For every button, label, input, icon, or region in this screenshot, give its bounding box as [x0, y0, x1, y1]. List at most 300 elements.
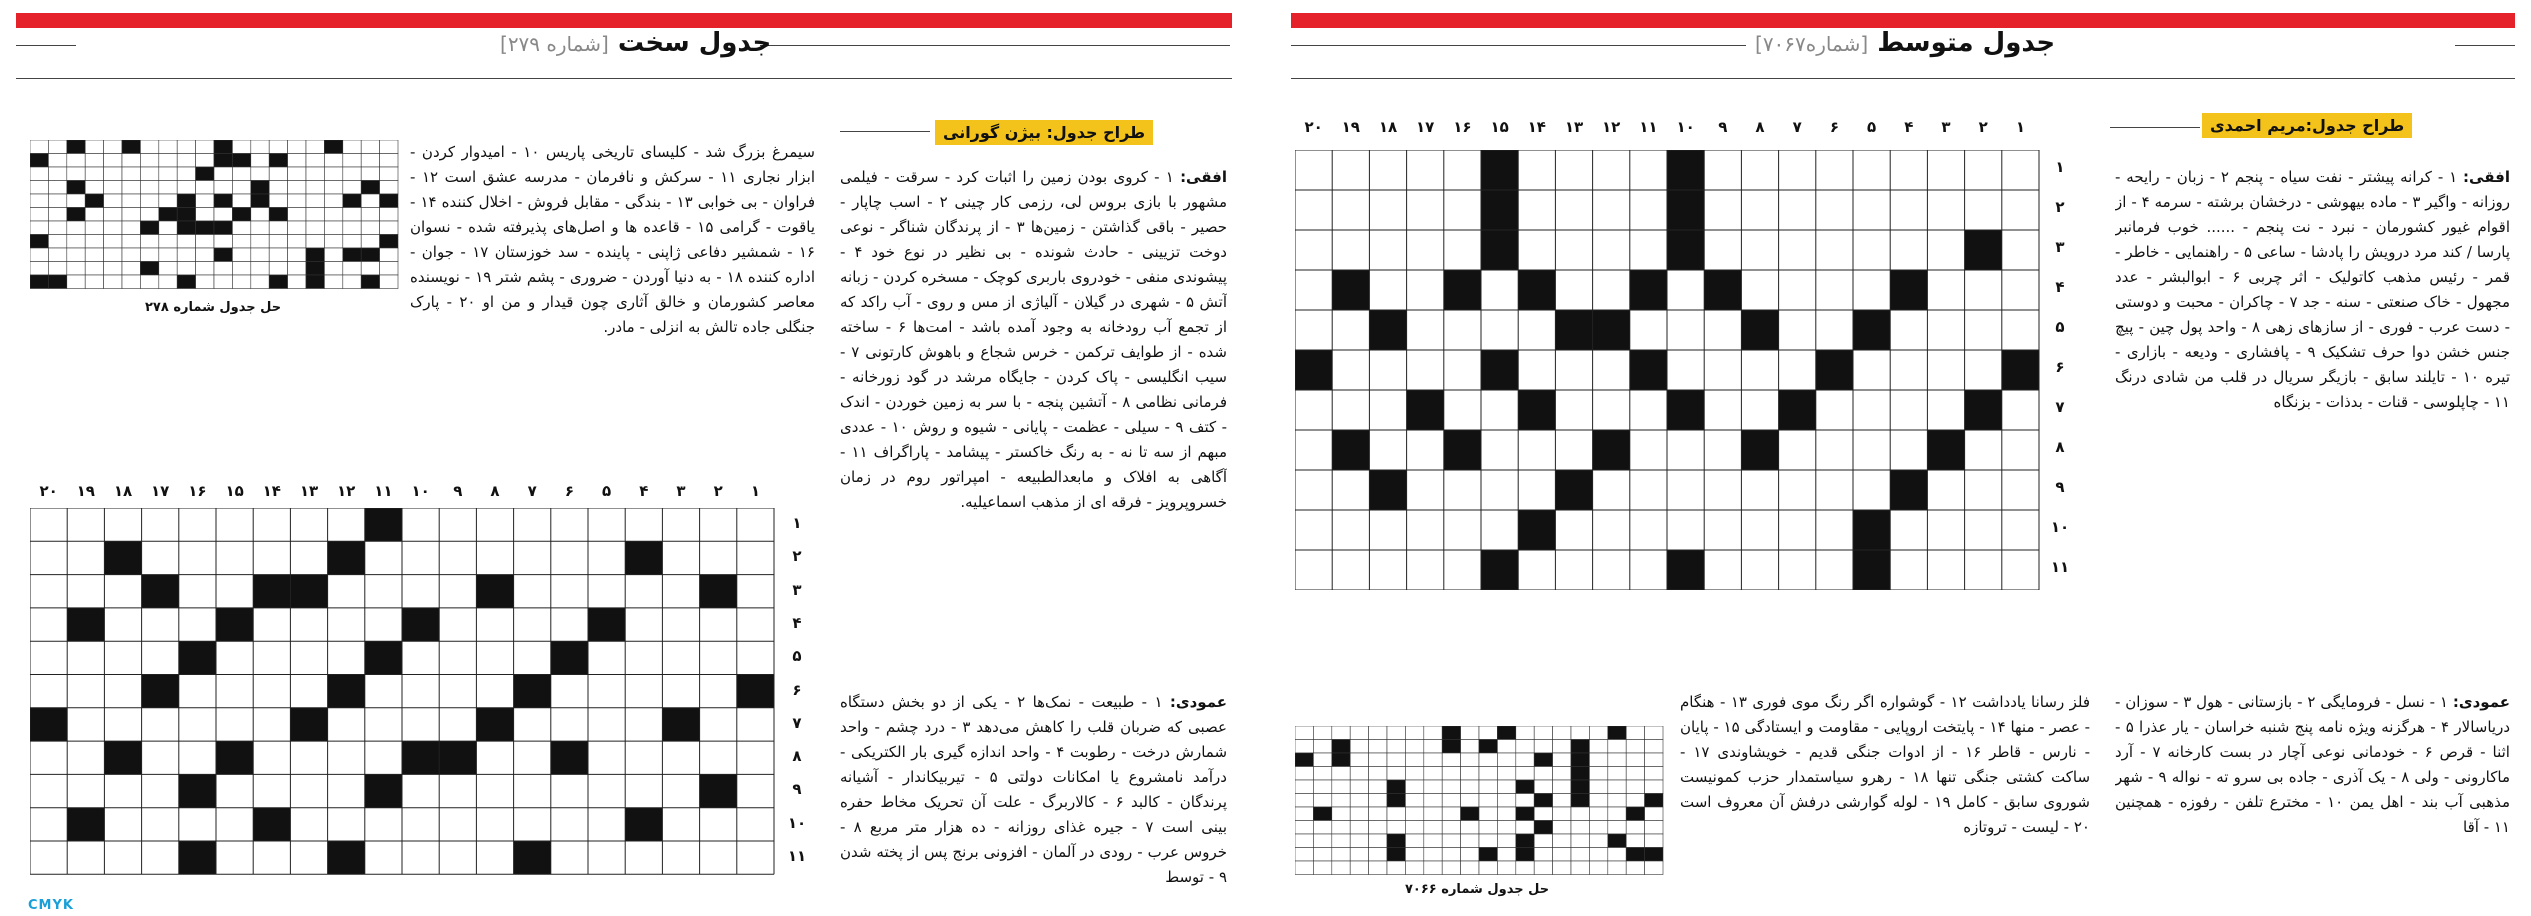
- right-solution-cell: [1424, 794, 1442, 808]
- left-row-number: ۳: [792, 580, 802, 599]
- right-grid-black-cell: [1369, 310, 1406, 350]
- right-solution-cell: [1405, 807, 1423, 821]
- left-solution-cell: [251, 154, 269, 168]
- right-solution-cell: [1645, 794, 1663, 808]
- left-solution-cell: [251, 248, 269, 262]
- left-solution-cell: [196, 154, 214, 168]
- right-solution-cell: [1332, 753, 1350, 767]
- right-solution-cell: [1350, 753, 1368, 767]
- left-solution-cell: [104, 221, 122, 235]
- right-solution-cell: [1332, 834, 1350, 848]
- left-grid-black-cell: [439, 741, 476, 774]
- right-grid-black-cell: [1779, 390, 1816, 430]
- left-solution-cell: [232, 248, 250, 262]
- left-solution-cell: [288, 275, 306, 289]
- right-solution-cell: [1332, 848, 1350, 862]
- left-solution-cell: [48, 275, 66, 289]
- left-col-number: ۱۷: [151, 482, 170, 500]
- right-solution-cell: [1442, 740, 1460, 754]
- right-solution-cell: [1442, 861, 1460, 875]
- right-solution-cell: [1295, 834, 1313, 848]
- left-solution-cell: [343, 275, 361, 289]
- right-col-number: ۷: [1792, 118, 1802, 136]
- right-solution-cell: [1608, 780, 1626, 794]
- right-solution-cell: [1608, 821, 1626, 835]
- left-solution-cell: [140, 275, 158, 289]
- right-solution-cell: [1350, 807, 1368, 821]
- right-solution-cell: [1313, 861, 1331, 875]
- right-solution-cell: [1589, 753, 1607, 767]
- right-solution-cell: [1626, 834, 1644, 848]
- left-solution-cell: [232, 194, 250, 208]
- left-solution-cell: [104, 262, 122, 276]
- left-solution-cell: [196, 262, 214, 276]
- right-row-number: ۲: [2055, 198, 2065, 216]
- right-solution-cell: [1589, 780, 1607, 794]
- right-solution-cell: [1645, 848, 1663, 862]
- left-solution-cell: [269, 262, 287, 276]
- left-solution-cell: [85, 235, 103, 249]
- right-grid-black-cell: [1853, 550, 1890, 590]
- right-solution-cell: [1626, 767, 1644, 781]
- right-row-number: ۱۰: [2050, 518, 2070, 536]
- right-solution-cell: [1645, 726, 1663, 740]
- left-grid-black-cell: [625, 541, 662, 574]
- left-solution-cell: [380, 194, 398, 208]
- right-col-number: ۸: [1755, 118, 1765, 136]
- right-solution-cell: [1369, 848, 1387, 862]
- left-solution-cell: [67, 235, 85, 249]
- right-top-red-bar: [1291, 13, 2515, 28]
- left-solution-cell: [343, 221, 361, 235]
- left-header-rule-long: [760, 45, 1230, 46]
- left-col-number: ۲۰: [39, 482, 58, 500]
- left-solution-cell: [104, 194, 122, 208]
- right-grid-black-cell: [1369, 470, 1406, 510]
- left-down-text: ۱ - طبیعت - نمک‌ها ۲ - یکی از دو بخش دستگاه عصبی که ضربان قلب را کاهش می‌دهد ۳ - درد چشم - واحد شمارش درخت - رطوبت ۴ - واحد اندازه گیری بار الکتریکی - درآمد نامشروع یا امکانات دولتی ۵ - تیربیکاندار - آشیانه پرندگان - کالبد ۶ - کالاربرگ - علت آن تحریک مخاط حفره بینی است ۷ - جیره غذای روزانه - ده هزار متر مربع ۸ - خروس عرب - رودی در آلمان - افزونی برنج پس از پخته شدن ۹ - توسط: [840, 693, 1227, 886]
- left-solution-cell: [380, 167, 398, 181]
- right-solution-cell: [1405, 767, 1423, 781]
- right-row-number: ۱: [2055, 158, 2065, 176]
- right-solution-cell: [1424, 834, 1442, 848]
- left-solution-cell: [269, 154, 287, 168]
- right-across-text: ۱ - کرانه پیشتر - نفت سیاه - پنجم ۲ - زبان - رایحه - روزانه - واگیر ۳ - ماده بیهوشی - درخشان برشته - سرمه ۴ - از اقوام غیور کشورمان - نبرد - نت پنجم - ...... خوب فرمانبر پارسا / کند مرد درویش را پادشا - ساعی ۵ - راهنمایی - خاطر - قمر - رئیس مذهب کاتولیک - اثر چربی ۶ - ابوالبشر - عدد مجهول - خاک صنعتی - سنه - جد ۷ - چاکران - محبت و دوستی - دست عرب - فوری - از سازهای زهی ۸ - واحد پول چین - پیچ جنس خشن دوا حرف تشکیک ۹ - پافشاری - ودیعه - بازاری - تیره ۱۰ - تایلند سابق - بازیگر سریال در قلب من شادی درنگ ۱۱ - چاپلوسی - قنات - بدذات - بزنگاه: [2115, 168, 2510, 411]
- left-solution-cell: [177, 181, 195, 195]
- right-solution-cell: [1479, 861, 1497, 875]
- right-solution-cell: [1534, 834, 1552, 848]
- left-solution-cell: [85, 194, 103, 208]
- right-solution-cell: [1479, 794, 1497, 808]
- left-solution-cell: [104, 235, 122, 249]
- right-solution-cell: [1350, 834, 1368, 848]
- left-grid-black-cell: [104, 741, 141, 774]
- left-crossword-grid: [30, 508, 775, 875]
- left-solution-cell: [140, 194, 158, 208]
- right-solution-cell: [1295, 821, 1313, 835]
- left-solution-cell: [343, 208, 361, 222]
- left-solution-cell: [306, 262, 324, 276]
- left-solution-cell: [30, 167, 48, 181]
- right-grid-black-cell: [1965, 390, 2002, 430]
- left-grid-black-cell: [142, 675, 179, 708]
- right-solution-cell: [1313, 794, 1331, 808]
- right-solution-grid: [1295, 726, 1665, 876]
- right-solution-cell: [1369, 740, 1387, 754]
- left-solution-cell: [30, 248, 48, 262]
- left-solution-cell: [343, 262, 361, 276]
- right-solution-cell: [1387, 848, 1405, 862]
- right-solution-cell: [1571, 726, 1589, 740]
- right-solution-cell: [1645, 834, 1663, 848]
- right-grid-black-cell: [1407, 390, 1444, 430]
- right-solution-cell: [1516, 740, 1534, 754]
- left-solution-cell: [85, 208, 103, 222]
- left-solution-cell: [122, 140, 140, 154]
- left-solution-cell: [177, 194, 195, 208]
- right-solution-cell: [1516, 807, 1534, 821]
- left-solution-cell: [288, 154, 306, 168]
- right-grid-black-cell: [1332, 430, 1369, 470]
- left-solution-cell: [48, 140, 66, 154]
- right-solution-cell: [1497, 807, 1515, 821]
- left-solution-cell: [30, 181, 48, 195]
- left-col-number: ۵: [602, 482, 612, 500]
- right-solution-cell: [1645, 821, 1663, 835]
- left-solution-cell: [306, 167, 324, 181]
- right-solution-cell: [1516, 848, 1534, 862]
- right-solution-cell: [1387, 767, 1405, 781]
- left-solution-cell: [361, 221, 379, 235]
- left-solution-cell: [232, 167, 250, 181]
- right-grid-black-cell: [1481, 190, 1518, 230]
- right-solution-cell: [1369, 794, 1387, 808]
- right-solution-cell: [1295, 780, 1313, 794]
- left-col-number: ۸: [490, 482, 500, 500]
- left-solution-cell: [177, 235, 195, 249]
- left-solution-cell: [251, 167, 269, 181]
- left-solution-cell: [177, 208, 195, 222]
- left-solution-cell: [159, 154, 177, 168]
- right-col-number: ۴: [1904, 118, 1914, 136]
- left-solution-cell: [214, 167, 232, 181]
- right-solution-cell: [1405, 848, 1423, 862]
- left-solution-cell: [361, 154, 379, 168]
- right-col-number: ۱۷: [1416, 118, 1435, 136]
- right-solution-cell: [1350, 726, 1368, 740]
- left-solution-cell: [48, 248, 66, 262]
- left-solution-cell: [380, 235, 398, 249]
- left-down-label: عمودی:: [1169, 693, 1227, 711]
- right-row-number: ۳: [2055, 238, 2065, 256]
- right-solution-cell: [1553, 821, 1571, 835]
- left-grid-black-cell: [179, 641, 216, 674]
- left-grid-black-cell: [625, 808, 662, 841]
- left-grid-black-cell: [551, 741, 588, 774]
- right-solution-cell: [1571, 848, 1589, 862]
- right-solution-cell: [1589, 848, 1607, 862]
- right-grid-black-cell: [1481, 350, 1518, 390]
- right-solution-cell: [1479, 753, 1497, 767]
- right-grid-black-cell: [1667, 390, 1704, 430]
- right-solution-cell: [1405, 740, 1423, 754]
- right-solution-cell: [1608, 861, 1626, 875]
- left-solution-cell: [288, 194, 306, 208]
- right-grid-black-cell: [1667, 150, 1704, 190]
- left-solution-cell: [324, 275, 342, 289]
- right-solution-cell: [1332, 726, 1350, 740]
- right-solution-cell: [1497, 848, 1515, 862]
- left-solution-cell: [67, 248, 85, 262]
- left-solution-cell: [343, 154, 361, 168]
- left-solution-cell: [343, 194, 361, 208]
- left-col-number: ۶: [564, 482, 574, 500]
- right-solution-cell: [1497, 753, 1515, 767]
- right-grid-black-cell: [1853, 310, 1890, 350]
- left-grid-black-cell: [402, 608, 439, 641]
- right-solution-cell: [1387, 834, 1405, 848]
- left-solution-cell: [269, 181, 287, 195]
- right-solution-cell: [1589, 834, 1607, 848]
- left-solution-cell: [196, 221, 214, 235]
- left-solution-cell: [104, 181, 122, 195]
- right-solution-cell: [1424, 807, 1442, 821]
- right-grid-black-cell: [1481, 230, 1518, 270]
- left-solution-cell: [104, 248, 122, 262]
- right-solution-cell: [1405, 753, 1423, 767]
- right-solution-cell: [1332, 807, 1350, 821]
- right-solution-cell: [1497, 780, 1515, 794]
- right-solution-cell: [1497, 861, 1515, 875]
- right-grid-black-cell: [1667, 230, 1704, 270]
- left-solution-cell: [288, 248, 306, 262]
- left-solution-cell: [232, 262, 250, 276]
- right-header-rule: [1291, 78, 2515, 79]
- right-solution-cell: [1387, 861, 1405, 875]
- left-solution-cell: [306, 140, 324, 154]
- right-row-number: ۱۱: [2050, 558, 2070, 576]
- right-solution-cell: [1479, 726, 1497, 740]
- left-solution-cell: [214, 262, 232, 276]
- right-solution-cell: [1553, 726, 1571, 740]
- left-row-number: ۹: [792, 780, 802, 799]
- right-solution-cell: [1369, 821, 1387, 835]
- right-col-number: ۹: [1718, 118, 1728, 136]
- left-solution-cell: [140, 154, 158, 168]
- left-solution-cell: [159, 181, 177, 195]
- right-col-number: ۱۵: [1490, 118, 1509, 136]
- right-solution-cell: [1461, 794, 1479, 808]
- left-solution-cell: [324, 140, 342, 154]
- left-solution-cell: [251, 181, 269, 195]
- left-grid-black-cell: [253, 575, 290, 608]
- left-solution-cell: [48, 181, 66, 195]
- right-solution-cell: [1350, 794, 1368, 808]
- right-solution-cell: [1608, 834, 1626, 848]
- right-solution-cell: [1424, 753, 1442, 767]
- right-solution-cell: [1461, 848, 1479, 862]
- right-solution-cell: [1497, 726, 1515, 740]
- right-continued-text: فلز رسانا یادداشت ۱۲ - گوشواره اگر رنگ موی فوری ۱۳ - هنگام - عصر - منها ۱۴ - پایتخت اروپایی - مقاومت و ایستادگی ۱۵ - پایان - نارس - قاطر ۱۶ - از ادوات جنگی قدیم - خویشاوندی ۱۷ - ساکت کشتی جنگی تنها ۱۸ - رهرو سیاستمدار حزب کمونیست شوروی سابق - کامل ۱۹ - لوله گوارشی درفش آن معروف است ۲۰ - لیست - تروتازه: [1680, 693, 2090, 836]
- left-grid-black-cell: [104, 541, 141, 574]
- left-solution-cell: [159, 167, 177, 181]
- left-solution-cell: [361, 235, 379, 249]
- right-solution-cell: [1516, 780, 1534, 794]
- left-solution-cell: [159, 235, 177, 249]
- left-row-number: ۷: [792, 713, 802, 732]
- left-solution-cell: [251, 221, 269, 235]
- left-solution-cell: [30, 275, 48, 289]
- right-solution-cell: [1608, 848, 1626, 862]
- right-solution-cell: [1534, 767, 1552, 781]
- left-solution-cell: [48, 221, 66, 235]
- left-solution-cell: [85, 248, 103, 262]
- left-solution-cell: [122, 248, 140, 262]
- left-solution-cell: [380, 181, 398, 195]
- left-solution-cell: [140, 140, 158, 154]
- right-solution-cell: [1313, 848, 1331, 862]
- left-solution-cell: [196, 235, 214, 249]
- right-solution-cell: [1497, 767, 1515, 781]
- left-solution-cell: [361, 181, 379, 195]
- left-row-number: ۵: [792, 647, 802, 666]
- right-solution-cell: [1645, 740, 1663, 754]
- left-solution-cell: [343, 167, 361, 181]
- right-grid-black-cell: [1667, 190, 1704, 230]
- left-designer-badge: طراح جدول: بیژن گورانی: [935, 120, 1153, 145]
- left-solution-cell: [48, 235, 66, 249]
- right-solution-cell: [1424, 767, 1442, 781]
- left-continued-text: سیمرغ بزرگ شد - کلیسای تاریخی پاریس ۱۰ - امیدوار کردن - ابزار نجاری ۱۱ - سرکش و نافرمان - مدرسه عشق است ۱۲ - فراوان - بی خوابی ۱۳ - بندگی - مقابل فروش - اخلال کننده ۱۴ - یاقوت - گرامی ۱۵ - قاعده ها و اصل‌های پذیرفته شده - نسوان ۱۶ - شمشیر دفاعی ژاپنی - پاینده - سد خوزستان ۱۷ - جوان - اداره کننده ۱۸ - به دنیا آوردن - ضروری - پشم شتر ۱۹ - نویسنده معاصر کشورمان و خالق آثاری چون قیدار و من او ۲۰ - پارک جنگلی جاده تالش به انزلی - مادر.: [410, 143, 815, 336]
- right-solution-cell: [1387, 780, 1405, 794]
- left-designer-rule: [840, 131, 930, 132]
- left-col-number: ۱: [750, 482, 760, 500]
- left-solution-cell: [361, 262, 379, 276]
- right-down-label: عمودی:: [2452, 693, 2510, 711]
- left-continued-clues: [410, 140, 815, 390]
- left-title-text: جدول سخت: [617, 28, 772, 58]
- left-top-red-bar: [16, 13, 1232, 28]
- left-col-number: ۱۲: [337, 482, 356, 500]
- right-solution-cell: [1369, 780, 1387, 794]
- left-solution-cell: [122, 181, 140, 195]
- right-solution-cell: [1424, 861, 1442, 875]
- right-solution-cell: [1589, 794, 1607, 808]
- left-solution-cell: [48, 194, 66, 208]
- right-solution-cell: [1461, 821, 1479, 835]
- right-grid-black-cell: [1332, 270, 1369, 310]
- right-solution-cell: [1553, 740, 1571, 754]
- right-grid-black-cell: [1630, 350, 1667, 390]
- left-solution-cell: [380, 221, 398, 235]
- right-solution-cell: [1479, 740, 1497, 754]
- right-solution-cell: [1534, 740, 1552, 754]
- right-solution-cell: [1553, 753, 1571, 767]
- left-solution-cell: [177, 262, 195, 276]
- right-col-number: ۵: [1867, 118, 1877, 136]
- right-solution-cell: [1571, 794, 1589, 808]
- left-solution-cell: [104, 167, 122, 181]
- left-solution-cell: [48, 208, 66, 222]
- right-solution-cell: [1645, 753, 1663, 767]
- right-col-number: ۳: [1941, 118, 1951, 136]
- right-solution-cell: [1442, 794, 1460, 808]
- left-solution-cell: [67, 221, 85, 235]
- right-solution-cell: [1313, 767, 1331, 781]
- left-solution-cell: [380, 140, 398, 154]
- left-solution-cell: [324, 167, 342, 181]
- right-solution-cell: [1424, 780, 1442, 794]
- right-solution-cell: [1461, 726, 1479, 740]
- left-solution-cell: [361, 194, 379, 208]
- right-solution-cell: [1571, 753, 1589, 767]
- left-solution-cell: [288, 167, 306, 181]
- left-solution-cell: [159, 194, 177, 208]
- right-solution-cell: [1497, 821, 1515, 835]
- right-solution-cell: [1332, 861, 1350, 875]
- right-solution-cell: [1369, 726, 1387, 740]
- right-solution-cell: [1332, 821, 1350, 835]
- right-grid-black-cell: [1741, 310, 1778, 350]
- left-col-number: ۱۵: [225, 482, 244, 500]
- right-solution-cell: [1295, 861, 1313, 875]
- right-col-number: ۲: [1978, 118, 1988, 136]
- right-col-number: ۲۰: [1304, 118, 1323, 136]
- left-grid-black-cell: [476, 575, 513, 608]
- right-solution-cell: [1626, 848, 1644, 862]
- left-solution-cell: [380, 154, 398, 168]
- left-solution-cell: [214, 235, 232, 249]
- right-solution-caption: حل جدول شماره ۷۰۶۶: [1405, 882, 1550, 897]
- left-solution-cell: [306, 275, 324, 289]
- right-grid-black-cell: [1555, 310, 1592, 350]
- right-solution-cell: [1405, 780, 1423, 794]
- right-grid-black-cell: [1704, 270, 1741, 310]
- right-solution-cell: [1295, 740, 1313, 754]
- left-solution-cell: [140, 262, 158, 276]
- left-grid-black-cell: [179, 841, 216, 874]
- right-solution-cell: [1497, 794, 1515, 808]
- right-solution-cell: [1387, 821, 1405, 835]
- left-solution-cell: [269, 140, 287, 154]
- left-solution-cell: [232, 140, 250, 154]
- right-solution-cell: [1553, 861, 1571, 875]
- right-solution-cell: [1571, 807, 1589, 821]
- right-solution-cell: [1479, 834, 1497, 848]
- left-solution-cell: [67, 181, 85, 195]
- left-header-rule-short: [16, 45, 76, 46]
- left-solution-cell: [159, 140, 177, 154]
- right-col-number: ۱۶: [1453, 118, 1472, 136]
- left-solution-cell: [380, 248, 398, 262]
- right-row-number: ۶: [2055, 358, 2065, 376]
- left-solution-cell: [30, 154, 48, 168]
- right-col-number: ۱۴: [1527, 118, 1546, 136]
- left-solution-cell: [361, 248, 379, 262]
- right-title-text: جدول متوسط: [1877, 28, 2056, 58]
- right-solution-cell: [1608, 726, 1626, 740]
- left-solution-cell: [232, 208, 250, 222]
- left-solution-cell: [269, 248, 287, 262]
- left-solution-cell: [48, 262, 66, 276]
- right-solution-cell: [1295, 767, 1313, 781]
- left-solution-cell: [288, 221, 306, 235]
- left-grid-black-cell: [737, 675, 774, 708]
- left-solution-cell: [251, 235, 269, 249]
- right-solution-cell: [1313, 780, 1331, 794]
- right-col-number: ۱۳: [1564, 118, 1584, 136]
- right-continued-clues: [1680, 690, 2090, 905]
- right-solution-cell: [1405, 726, 1423, 740]
